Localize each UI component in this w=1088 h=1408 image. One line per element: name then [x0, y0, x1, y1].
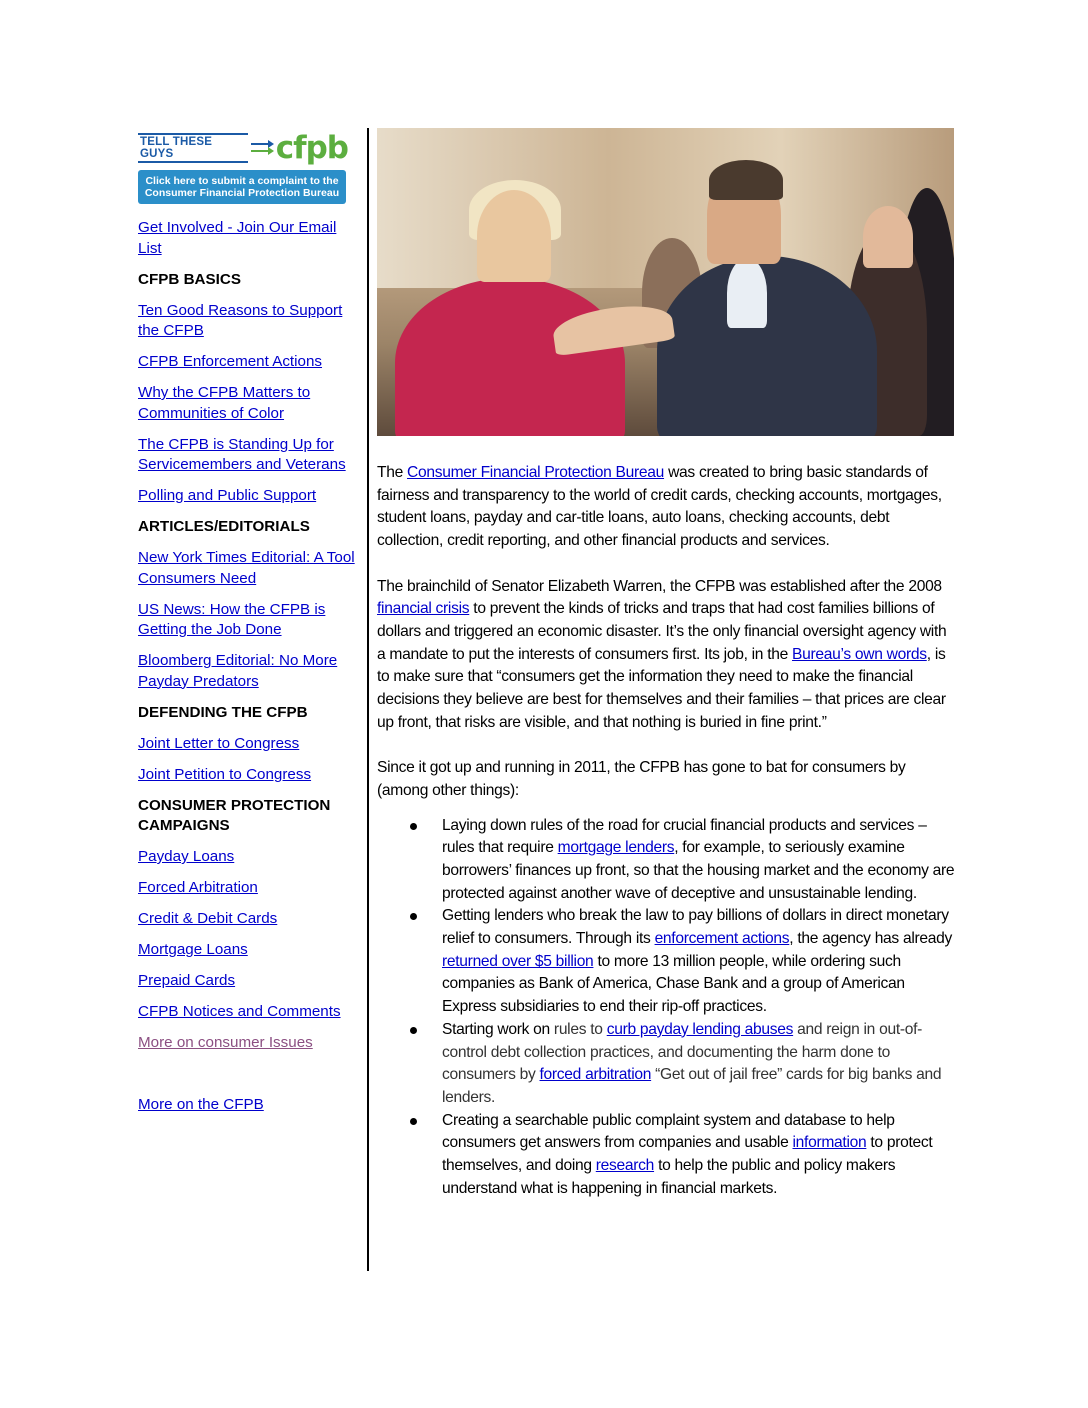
sidebar-link[interactable]: CFPB Enforcement Actions: [138, 353, 323, 370]
sidebar-section-heading: CFPB BASICS: [138, 270, 241, 288]
research-link[interactable]: research: [595, 1157, 655, 1175]
sidebar-link[interactable]: Mortgage Loans: [138, 941, 248, 958]
list-item: Starting work on rules to curb payday lending abuses and reign in out-of-control debt collection practices, and documenting the harm done to consumers by forced arbitration “Get out of jail free” cards for big banks and lenders.: [377, 1019, 955, 1110]
sidebar-link[interactable]: More on the CFPB: [138, 1096, 264, 1113]
sidebar-link[interactable]: Get Involved - Join Our Email List: [138, 219, 337, 257]
sidebar-section-heading: CONSUMER PROTECTION CAMPAIGNS: [138, 796, 331, 834]
sidebar-link[interactable]: Ten Good Reasons to Support the CFPB: [138, 301, 343, 339]
logo-tagline: TELL THESE GUYS: [138, 133, 248, 163]
warren-cordray-photo: [377, 128, 954, 436]
list-item: Laying down rules of the road for crucial financial products and services – rules that require mortgage lenders, for example, to seriously examine borrowers’ finances up front, so that the housing market and the economy are protected against another wave of deceptive and unsustainable lending.: [377, 815, 955, 906]
sidebar-link[interactable]: Joint Petition to Congress: [138, 765, 312, 783]
history-paragraph: The brainchild of Senator Elizabeth Warren, the CFPB was established after the 2008 financial crisis to prevent the kinds of tricks and traps that had cost families billions of dollars and triggered an economic disaster. It’s the only financial oversight agency with a mandate to put the interests of consumers first. Its job, in the Bureau’s own words, is to make sure that “consumers get the information they need to make the financial decisions they believe are best for themselves and their families – that prices are clear up front, that risks are visible, and that nothing is buried in fine print.”: [377, 577, 947, 731]
cfpb-complaint-logo[interactable]: [138, 128, 348, 204]
banner-line-2: Consumer Financial Protection Bureau: [144, 187, 340, 199]
complaint-banner-button[interactable]: [138, 170, 346, 204]
sidebar-link[interactable]: Payday Loans: [138, 848, 235, 865]
logo-header: [138, 128, 348, 168]
nav-spacer: [138, 1064, 364, 1095]
sidebar-link[interactable]: Prepaid Cards: [138, 972, 236, 989]
sidebar-nav: [138, 218, 364, 1116]
sidebar-link[interactable]: New York Times Editorial: A Tool Consumers Need: [138, 549, 355, 587]
payday-abuses-link[interactable]: curb payday lending abuses: [606, 1020, 794, 1038]
list-item: Creating a searchable public complaint system and database to help consumers get answers from companies and usable information to protect themselves, and doing research to help the public and policy makers understand what is happening in financial markets.: [377, 1110, 955, 1201]
financial-crisis-link[interactable]: financial crisis: [377, 600, 470, 618]
sidebar-link[interactable]: Credit & Debit Cards: [138, 910, 278, 927]
arrows-icon: [251, 140, 272, 156]
sidebar: [138, 128, 364, 1126]
sidebar-link[interactable]: Why the CFPB Matters to Communities of Color: [138, 384, 311, 422]
returned-5-billion-link[interactable]: returned over $5 billion: [442, 952, 594, 970]
bureau-own-words-link[interactable]: Bureau’s own words: [792, 645, 927, 663]
enforcement-actions-link[interactable]: enforcement actions: [654, 930, 790, 948]
sidebar-link[interactable]: Forced Arbitration: [138, 879, 258, 896]
sidebar-link[interactable]: US News: How the CFPB is Getting the Job Done: [138, 600, 326, 638]
sidebar-link[interactable]: Bloomberg Editorial: No More Payday Predators: [138, 652, 338, 690]
bullet-icon: [410, 913, 417, 920]
sidebar-section-heading: DEFENDING THE CFPB: [138, 703, 308, 721]
cfpb-link[interactable]: Consumer Financial Protection Bureau: [407, 464, 665, 481]
column-divider: [367, 128, 369, 1271]
sidebar-section-heading: ARTICLES/EDITORIALS: [138, 518, 310, 535]
bullet-icon: [410, 823, 417, 830]
cfpb-wordmark: cfpb: [275, 129, 348, 166]
sidebar-link[interactable]: The CFPB is Standing Up for Servicemembers and Veterans: [138, 435, 346, 473]
forced-arbitration-link[interactable]: forced arbitration: [539, 1066, 652, 1084]
banner-line-1: Click here to submit a complaint to the: [145, 175, 339, 187]
list-item: Getting lenders who break the law to pay billions of dollars in direct monetary relief to consumers. Through its enforcement actions, the agency has already returned over $5 billion to more 13 million people, while ordering such companies as Bank of America, Chase Bank and a group of American Express subsidiaries to end their rip-off practices.: [377, 905, 955, 1019]
sidebar-link[interactable]: Joint Letter to Congress: [138, 734, 300, 752]
accomplishments-intro: Since it got up and running in 2011, the CFPB has gone to bat for consumers by (among other things):: [377, 759, 906, 799]
sidebar-link[interactable]: CFPB Notices and Comments: [138, 1003, 341, 1020]
sidebar-link[interactable]: More on consumer Issues: [138, 1034, 313, 1051]
bullet-icon: [410, 1118, 417, 1125]
accomplishments-list: [377, 815, 955, 1201]
bullet-icon: [410, 1027, 417, 1034]
sidebar-link[interactable]: Polling and Public Support: [138, 487, 317, 504]
intro-paragraph: The Consumer Financial Protection Bureau was created to bring basic standards of fairness and transparency to the world of credit cards, checking accounts, mortgages, student loans, payday and car-title loans, auto loans, checking accounts, debt collection, credit reporting, and other financial products and services.: [377, 464, 942, 550]
information-link[interactable]: information: [792, 1134, 867, 1152]
main-content: [377, 128, 955, 1200]
mortgage-lenders-link[interactable]: mortgage lenders: [557, 839, 675, 857]
